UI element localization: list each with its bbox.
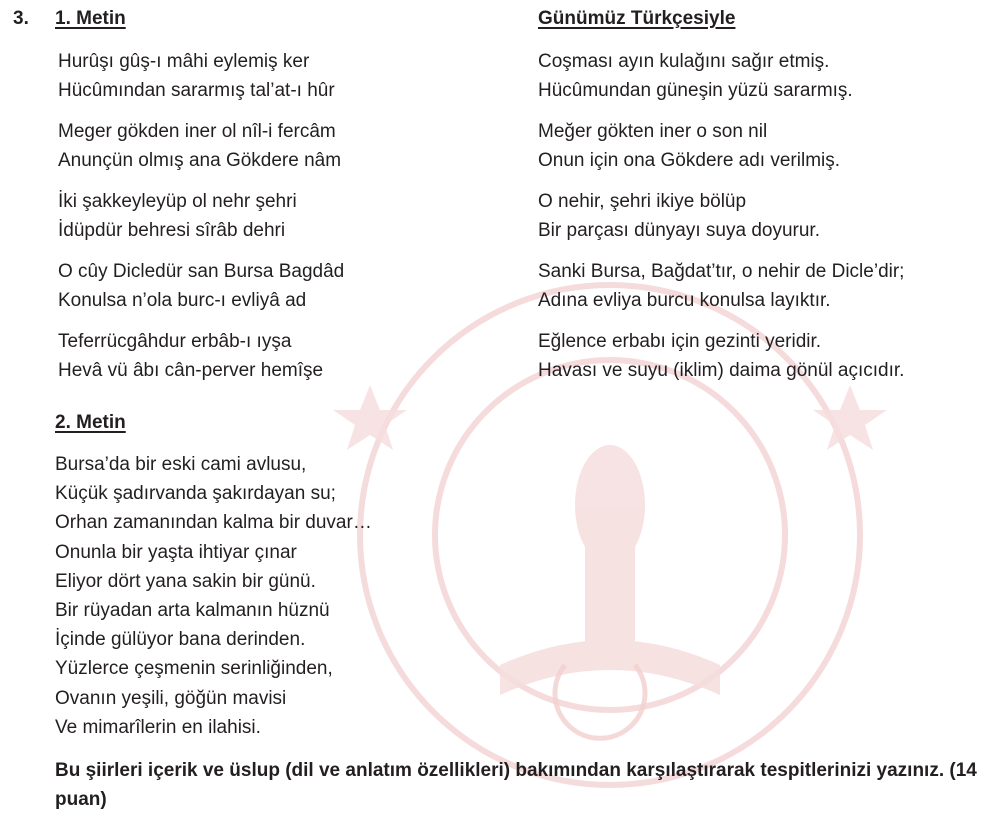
poem-line: Hurûşı gûş-ı mâhi eylemiş ker bbox=[58, 51, 310, 72]
poem-line: İçinde gülüyor bana derinden. bbox=[55, 629, 306, 651]
poem-line: Teferrücgâhdur erbâb-ı ıyşa bbox=[58, 331, 292, 352]
poem-line: Hevâ vü âbı cân-perver hemîşe bbox=[58, 360, 324, 381]
metin1-poem bbox=[58, 47, 528, 397]
gunumuz-stanza bbox=[538, 47, 998, 105]
poem-line: Anunçün olmış ana Gökdere nâm bbox=[58, 150, 342, 171]
poem-line: Coşması ayın kulağını sağır etmiş. bbox=[538, 51, 830, 72]
poem-line: Ve mimarîlerin en ilahisi. bbox=[55, 716, 261, 738]
poem-line: İdüpdür behresi sîrâb dehri bbox=[58, 220, 286, 241]
poem-line: Küçük şadırvanda şakırdayan su; bbox=[55, 483, 336, 505]
metin1-stanza bbox=[58, 47, 528, 105]
poem-line: Meger gökden iner ol nîl-i fercâm bbox=[58, 121, 336, 142]
poem-line: Ovanın yeşili, göğün mavisi bbox=[55, 687, 287, 709]
poem-line: Hücûmundan güneşin yüzü sararmış. bbox=[538, 80, 853, 101]
gunumuz-turkcesiyle-poem bbox=[538, 47, 998, 397]
poem-line: Hücûmından sararmış tal’at-ı hûr bbox=[58, 80, 335, 101]
metin1-title: 1. Metin bbox=[55, 8, 126, 29]
poem-line: Onun için ona Gökdere adı verilmiş. bbox=[538, 150, 841, 171]
poem-line: Bir parçası dünyayı suya doyurur. bbox=[538, 220, 820, 241]
poem-line: Konulsa n’ola burc-ı evliyâ ad bbox=[58, 290, 307, 311]
poem-line: Bursa’da bir eski cami avlusu, bbox=[55, 454, 307, 475]
metin2-poem bbox=[55, 450, 372, 742]
metin1-stanza bbox=[58, 117, 528, 175]
poem-line: Bir rüyadan arta kalmanın hüznü bbox=[55, 600, 330, 622]
gunumuz-turkcesiyle-title: Günümüz Türkçesiyle bbox=[538, 8, 736, 29]
metin1-stanza bbox=[58, 327, 528, 385]
metin2-title: 2. Metin bbox=[55, 412, 126, 433]
question-number: 3. bbox=[13, 8, 29, 29]
metin1-stanza bbox=[58, 257, 528, 315]
gunumuz-stanza bbox=[538, 257, 998, 315]
question-prompt: Bu şiirleri içerik ve üslup (dil ve anlatım özellikleri) bakımından karşılaştırarak tespitlerinizi yazınız. (14 puan) bbox=[55, 760, 977, 810]
poem-line: Adına evliya burcu konulsa layıktır. bbox=[538, 290, 831, 311]
poem-line: Sanki Bursa, Bağdat’tır, o nehir de Dicle’dir; bbox=[538, 261, 905, 282]
poem-line: Orhan zamanından kalma bir duvar… bbox=[55, 512, 372, 534]
poem-line: Yüzlerce çeşmenin serinliğinden, bbox=[55, 658, 333, 680]
poem-line: O cûy Dicledür san Bursa Bagdâd bbox=[58, 261, 345, 282]
poem-line: Meğer gökten iner o son nil bbox=[538, 121, 768, 142]
poem-line: Eğlence erbabı için gezinti yeridir. bbox=[538, 331, 822, 352]
poem-line: İki şakkeyleyüp ol nehr şehri bbox=[58, 191, 297, 212]
poem-line: Onunla bir yaşta ihtiyar çınar bbox=[55, 541, 297, 563]
poem-line: Havası ve suyu (iklim) daima gönül açıcıdır. bbox=[538, 360, 905, 381]
gunumuz-stanza bbox=[538, 327, 998, 385]
gunumuz-stanza bbox=[538, 187, 998, 245]
metin1-stanza bbox=[58, 187, 528, 245]
poem-line: Eliyor dört yana sakin bir günü. bbox=[55, 570, 316, 592]
poem-line: O nehir, şehri ikiye bölüp bbox=[538, 191, 747, 212]
gunumuz-stanza bbox=[538, 117, 998, 175]
